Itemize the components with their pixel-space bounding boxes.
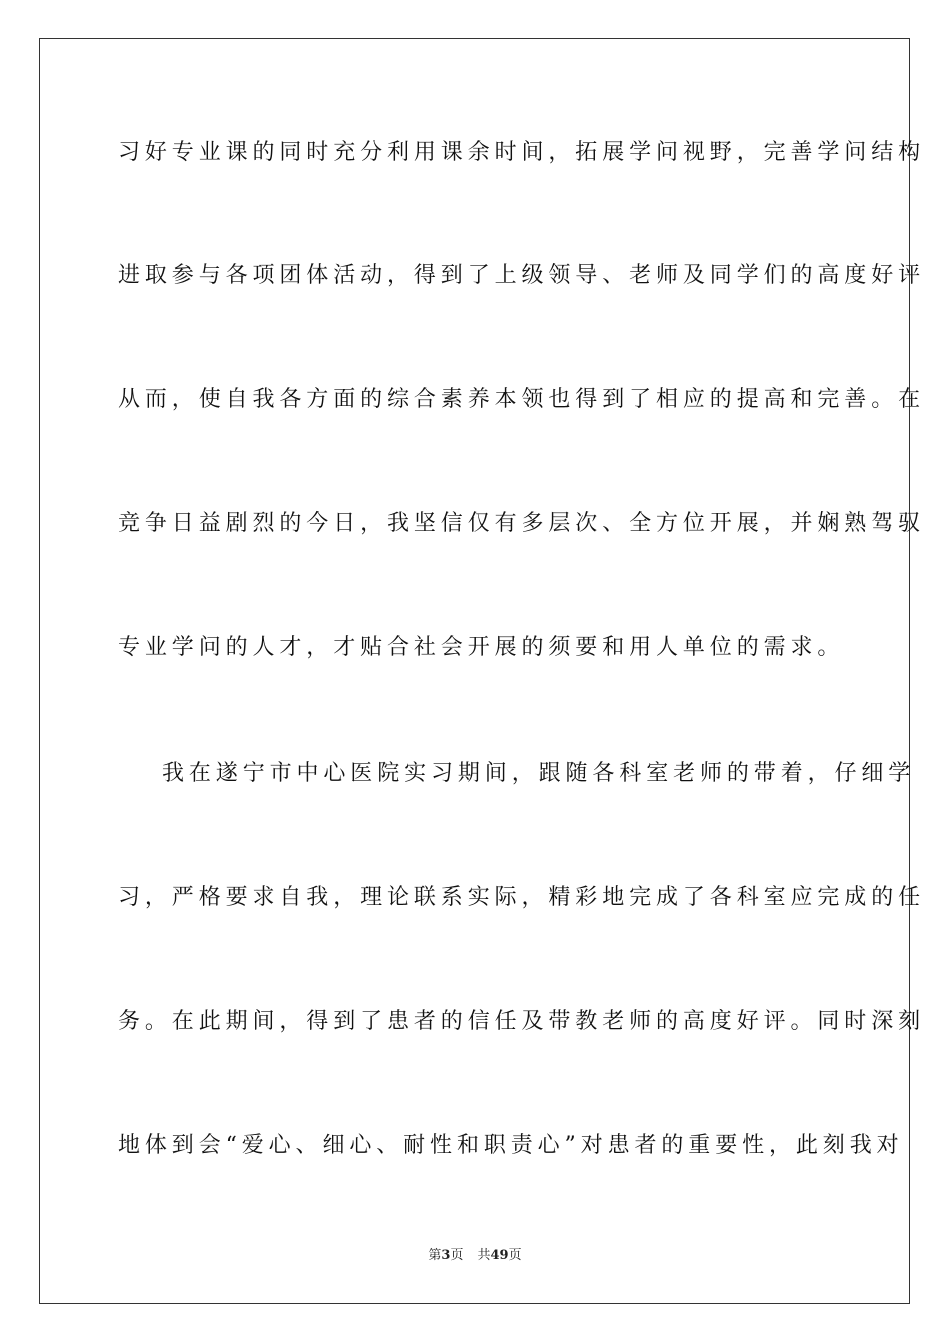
body-text-line-4: 竞争日益剧烈的今日，我坚信仅有多层次、全方位开展，并娴熟驾驭 [118, 511, 926, 536]
body-text-line-1: 习好专业课的同时充分利用课余时间，拓展学问视野，完善学问结构 [118, 140, 926, 165]
body-text-line-9: 地体到会“爱心、细心、耐性和职责心”对患者的重要性，此刻我对 [118, 1133, 904, 1158]
paragraph-2-first-line: 我在遂宁市中心医院实习期间，跟随各科室老师的带着，仔细学 [162, 761, 916, 786]
page-number: 3 [441, 1248, 451, 1263]
body-text-line-5: 专业学问的人才，才贴合社会开展的须要和用人单位的需求。 [118, 635, 845, 660]
body-text-line-3: 从而，使自我各方面的综合素养本领也得到了相应的提高和完善。在 [118, 387, 926, 412]
body-text-line-8: 务。在此期间，得到了患者的信任及带教老师的高度好评。同时深刻 [118, 1009, 926, 1034]
page-suffix: 页 [450, 1248, 464, 1263]
page-footer [0, 1247, 950, 1265]
body-text-line-2: 进取参与各项团体活动，得到了上级领导、老师及同学们的高度好评 [118, 263, 926, 288]
total-prefix: 共 [477, 1248, 491, 1263]
total-suffix: 页 [508, 1248, 522, 1263]
total-pages: 49 [490, 1248, 509, 1263]
body-text-line-7: 习，严格要求自我，理论联系实际，精彩地完成了各科室应完成的任 [118, 885, 926, 910]
page-border [39, 38, 926, 1304]
page-prefix: 第 [428, 1248, 442, 1263]
